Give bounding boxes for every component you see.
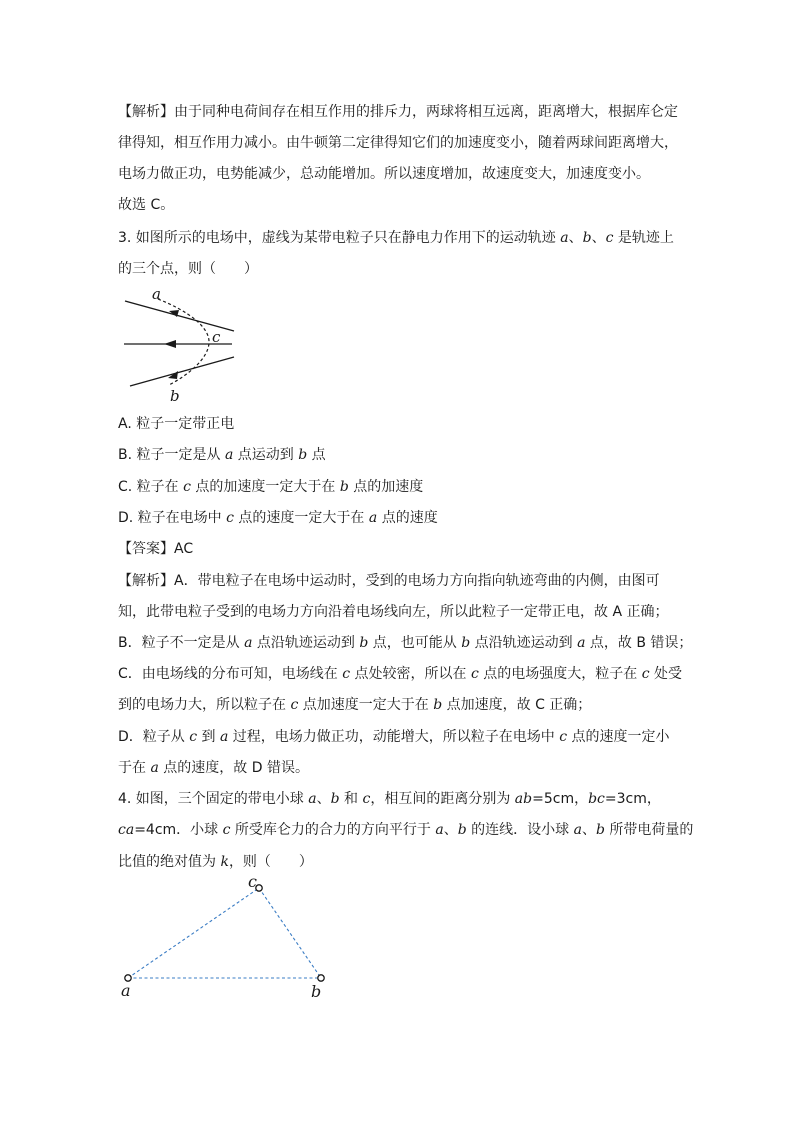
- q3-option-c: C. 粒子在 c 点的加速度一定大于在 b 点的加速度: [118, 479, 424, 495]
- side-cb: [259, 888, 321, 978]
- q4-label-b: b: [311, 982, 322, 1001]
- q3-analysis-line-5: 到的电场力大，所以粒子在 c 点加速度一定大于在 b 点加速度，故 C 正确；: [118, 697, 592, 713]
- q3-analysis-line-6: D．粒子从 c 到 a 过程，电场力做正功，动能增大，所以粒子在电场中 c 点的速度一定小: [118, 729, 670, 745]
- q3-analysis-line-1: 【解析】A．带电粒子在电场中运动时，受到的电场力方向指向轨迹弯曲的内侧，由图可: [118, 573, 660, 589]
- q3-field-figure: [118, 285, 243, 405]
- q4-stem-line-3: 比值的绝对值为 k，则（ ）: [118, 854, 313, 870]
- q3-stem-line-1: 3. 如图所示的电场中，虚线为某带电粒子只在静电力作用下的运动轨迹 a、b、c 是轨迹上: [118, 230, 674, 246]
- q4-label-c: c: [248, 872, 257, 891]
- q3-analysis-line-7: 于在 a 点的速度，故 D 错误。: [118, 760, 309, 776]
- field-line-bottom: [130, 357, 234, 386]
- q3-analysis-line-3: B．粒子不一定是从 a 点沿轨迹运动到 b 点，也可能从 b 点沿轨迹运动到 a 点，故 B 错误；: [118, 635, 693, 651]
- figure-label-b: b: [170, 387, 180, 405]
- analysis-line-2: 律得知，相互作用力减小。由牛顿第二定律得知它们的加速度变小，随着两球间距离增大，: [118, 135, 678, 151]
- q3-stem-line-2: 的三个点，则（ ）: [118, 261, 258, 277]
- q3-analysis-line-4: C．由电场线的分布可知，电场线在 c 点处较密，所以在 c 点的电场强度大，粒子在 c 处受: [118, 666, 683, 682]
- charge-b: [318, 975, 324, 981]
- analysis-line-1: 【解析】由于同种电荷间存在相互作用的排斥力，两球将相互远离，距离增大，根据库仑定: [118, 104, 678, 120]
- analysis-conclusion: 故选 C。: [118, 197, 175, 213]
- q3-answer: 【答案】AC: [118, 541, 194, 557]
- q4-triangle-figure: [115, 872, 335, 1001]
- figure-label-a: a: [152, 285, 161, 303]
- analysis-line-3: 电场力做正功，电势能减少，总动能增加。所以速度增加，故速度变大，加速度变小。: [118, 166, 650, 182]
- arrow-middle-icon: [164, 340, 176, 348]
- q4-label-a: a: [121, 981, 131, 1000]
- side-ca: [128, 888, 259, 978]
- q3-option-a: A. 粒子一定带正电: [118, 416, 235, 432]
- figure-label-c: c: [212, 328, 221, 346]
- field-line-top: [125, 301, 234, 331]
- q3-option-d: D. 粒子在电场中 c 点的速度一定大于在 a 点的速度: [118, 510, 438, 526]
- q3-analysis-line-2: 知，此带电粒子受到的电场力方向沿着电场线向左，所以此粒子一定带正电，故 A 正确；: [118, 604, 669, 620]
- q3-option-b: B. 粒子一定是从 a 点运动到 b 点: [118, 447, 326, 463]
- q4-stem-line-1: 4. 如图，三个固定的带电小球 a、b 和 c，相互间的距离分别为 ab=5cm，bc=3cm，: [118, 791, 661, 807]
- q4-stem-line-2: ca=4cm．小球 c 所受库仑力的合力的方向平行于 a、b 的连线．设小球 a、b 所带电荷量的: [118, 822, 694, 838]
